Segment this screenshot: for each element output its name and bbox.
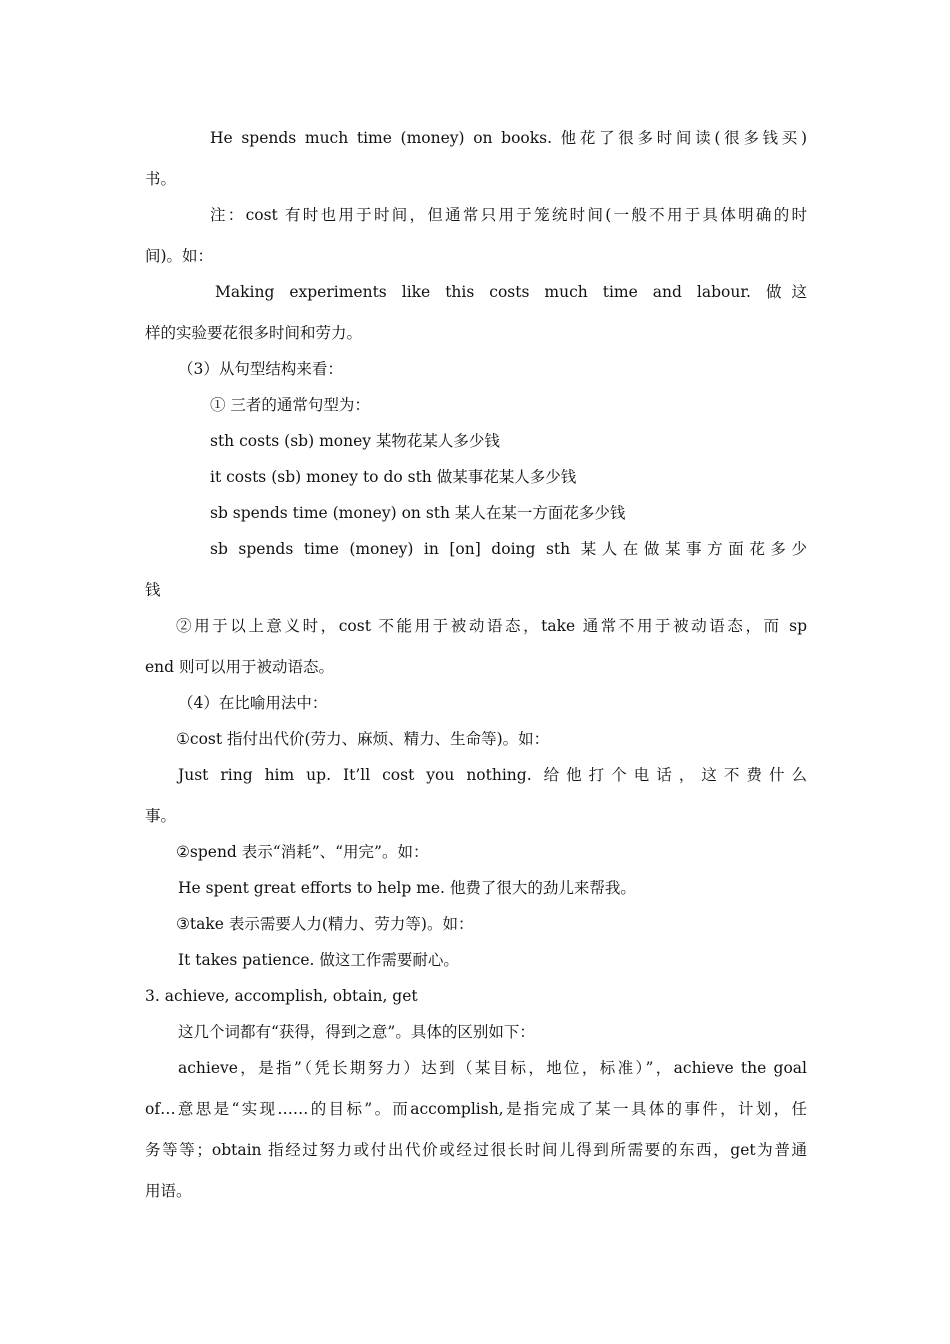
text-line: 书。 — [145, 170, 177, 188]
text-line: ①cost 指付出代价(劳力、麻烦、精力、生命等)。如： — [176, 730, 550, 748]
pattern-line: sb spends time (money) on sth 某人在某一方面花多少钱 — [210, 504, 626, 522]
pattern-line: sb spends time (money) in [on] doing sth 某人在做某事方面花多少 — [210, 540, 807, 558]
section-heading: （3）从句型结构来看： — [178, 360, 343, 378]
text-line: 间)。如： — [145, 247, 214, 265]
text-line: 用语。 — [145, 1182, 192, 1200]
text-line: 务等等；obtain 指经过努力或付出代价或经过很长时间儿得到所需要的东西，get为普通 — [145, 1141, 807, 1159]
text-line: ① 三者的通常句型为： — [210, 396, 370, 414]
section-heading: 3. achieve, accomplish, obtain, get — [145, 987, 418, 1005]
example-line: He spent great efforts to help me. 他费了很大的劲儿来帮我。 — [178, 879, 636, 897]
section-heading: （4）在比喻用法中： — [178, 694, 328, 712]
text-line: 注：cost 有时也用于时间，但通常只用于笼统时间(一般不用于具体明确的时 — [210, 206, 807, 224]
text-line: He spends much time (money) on books. 他花了很多时间读(很多钱买) — [210, 129, 807, 147]
pattern-line: sth costs (sb) money 某物花某人多少钱 — [210, 432, 500, 450]
text-line: end 则可以用于被动语态。 — [145, 658, 335, 676]
text-line: 事。 — [145, 807, 177, 825]
text-line: ②spend 表示“消耗”、“用完”。如： — [176, 843, 429, 861]
pattern-line: it costs (sb) money to do sth 做某事花某人多少钱 — [210, 468, 577, 486]
text-line: ③take 表示需要人力(精力、劳力等)。如： — [176, 915, 474, 933]
text-line: 这几个词都有“获得，得到之意”。具体的区别如下： — [178, 1023, 535, 1041]
text-line: Making experiments like this costs much time and labour. 做这 — [215, 283, 807, 301]
text-line: 样的实验要花很多时间和劳力。 — [145, 324, 363, 342]
text-line: achieve，是指”（凭长期努力）达到（某目标，地位，标准）”，achieve the goal — [178, 1059, 807, 1077]
text-line: 钱 — [145, 581, 161, 599]
example-line: It takes patience. 做这工作需要耐心。 — [178, 951, 459, 969]
text-line: ②用于以上意义时，cost 不能用于被动语态，take 通常不用于被动语态，而 sp — [176, 617, 807, 635]
text-line: of…意思是“实现……的目标”。而accomplish,是指完成了某一具体的事件，计划，任 — [145, 1100, 807, 1118]
example-line: Just ring him up. It’ll cost you nothing. 给他打个电话，这不费什么 — [178, 766, 807, 784]
